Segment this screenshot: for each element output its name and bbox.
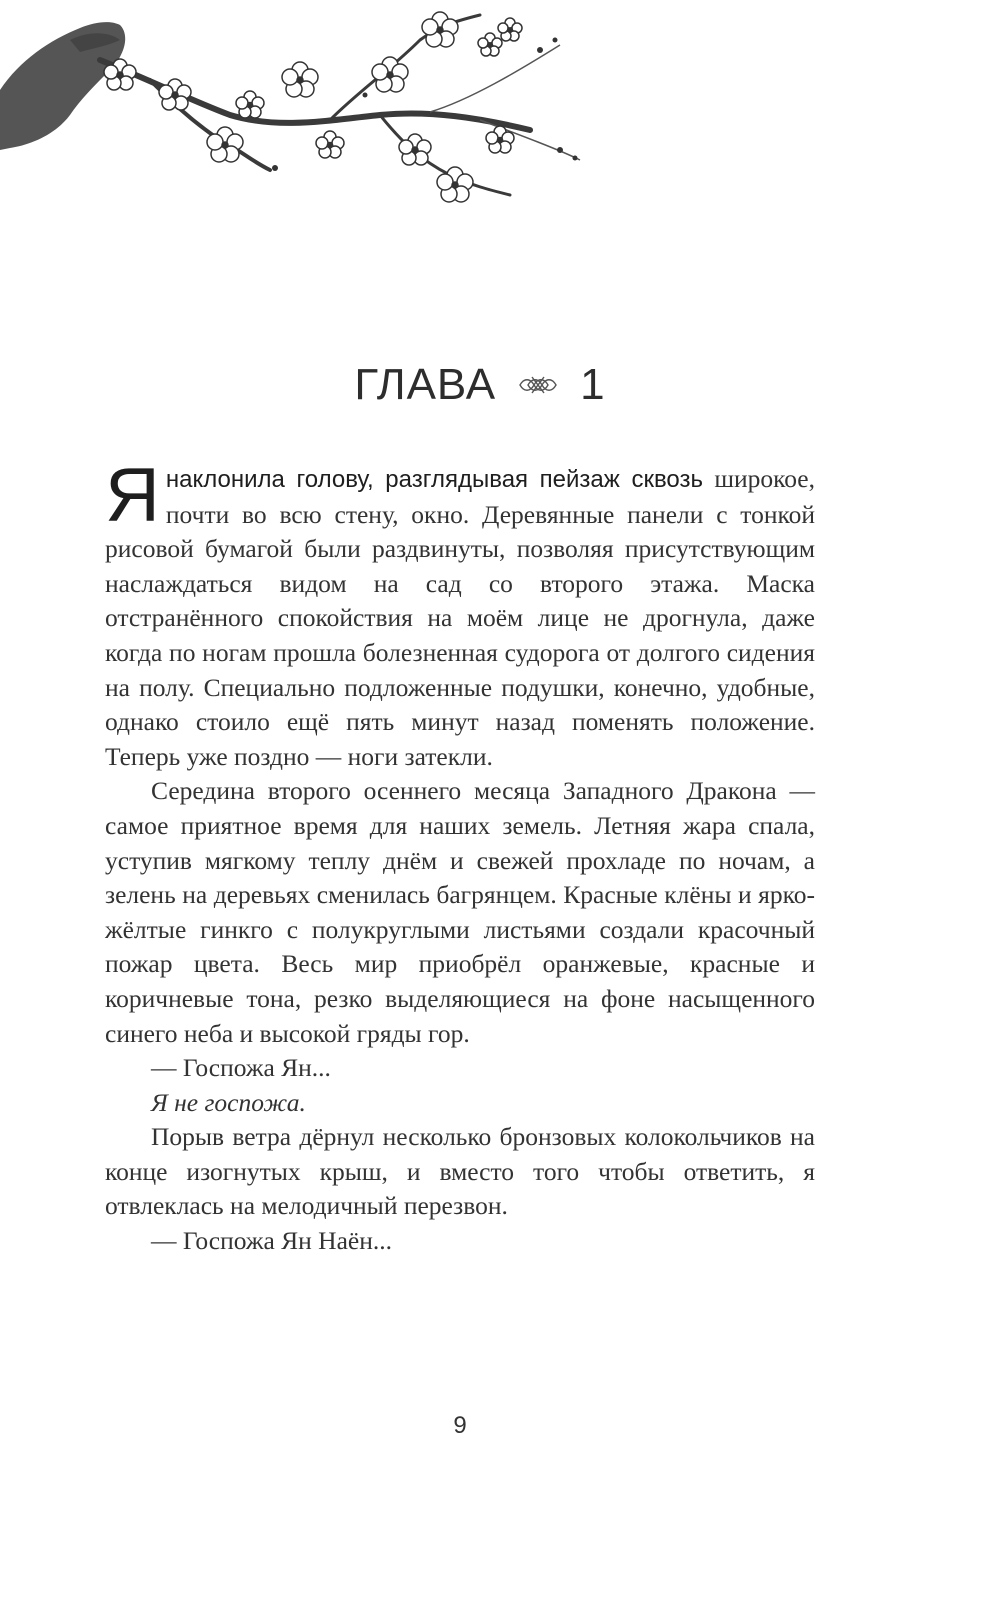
page-number: 9 bbox=[453, 1412, 467, 1439]
drop-cap: Я bbox=[105, 453, 160, 538]
paragraph-5: Порыв ветра дёрнул несколько бронзовых колокольчиков на конце изогнутых крыш, и вместо того чтобы ответить, я отвлеклась на мелодичный перезвон. bbox=[105, 1122, 815, 1221]
lead-in-text: наклонила голову, разглядывая пейзаж сквозь bbox=[165, 466, 704, 493]
chapter-text bbox=[105, 453, 815, 1259]
dialogue-1: — Госпожа Ян... bbox=[151, 1053, 331, 1083]
chapter-word: ГЛАВА bbox=[354, 360, 497, 409]
cherry-blossom-branch-illustration bbox=[0, 0, 600, 215]
dialogue-2: — Госпожа Ян Наён... bbox=[151, 1226, 393, 1256]
paragraph-1-text: широкое, почти во всю стену, окно. Деревянные панели с тонкой рисовой бумагой были раздвинуты, позволяя присутствующим наслаждаться видом на сад со второго этажа. Маска отстранённого спокойствия на моём лице не дрогнула, даже когда по ногам прошла болезненная судорога от долгого сидения на полу. Специально подложенные подушки, конечно, удобные, однако стоило ещё пять минут назад поменять положение. Теперь уже поздно — ноги затекли. bbox=[105, 464, 815, 771]
chapter-heading bbox=[0, 360, 960, 410]
paragraph-2: Середина второго осеннего месяца Западного Дракона — самое приятное время для наших земель. Летняя жара спала, уступив мягкому теплу днём и свежей прохладе по ночам, а зелень на деревьях сменилась багрянцем. Красные клёны и ярко-жёлтые гинкго с полукруглыми листьями создали красочный пожар цвета. Весь мир приобрёл оранжевые, красные и коричневые тона, резко выделяющиеся на фоне насыщенного синего неба и высокой гряды гор. bbox=[105, 776, 815, 1048]
paragraph-1 bbox=[105, 453, 815, 774]
endless-knot-ornament-icon bbox=[516, 372, 560, 398]
inner-thought: Я не госпожа. bbox=[151, 1087, 306, 1117]
chapter-number: 1 bbox=[580, 360, 606, 409]
